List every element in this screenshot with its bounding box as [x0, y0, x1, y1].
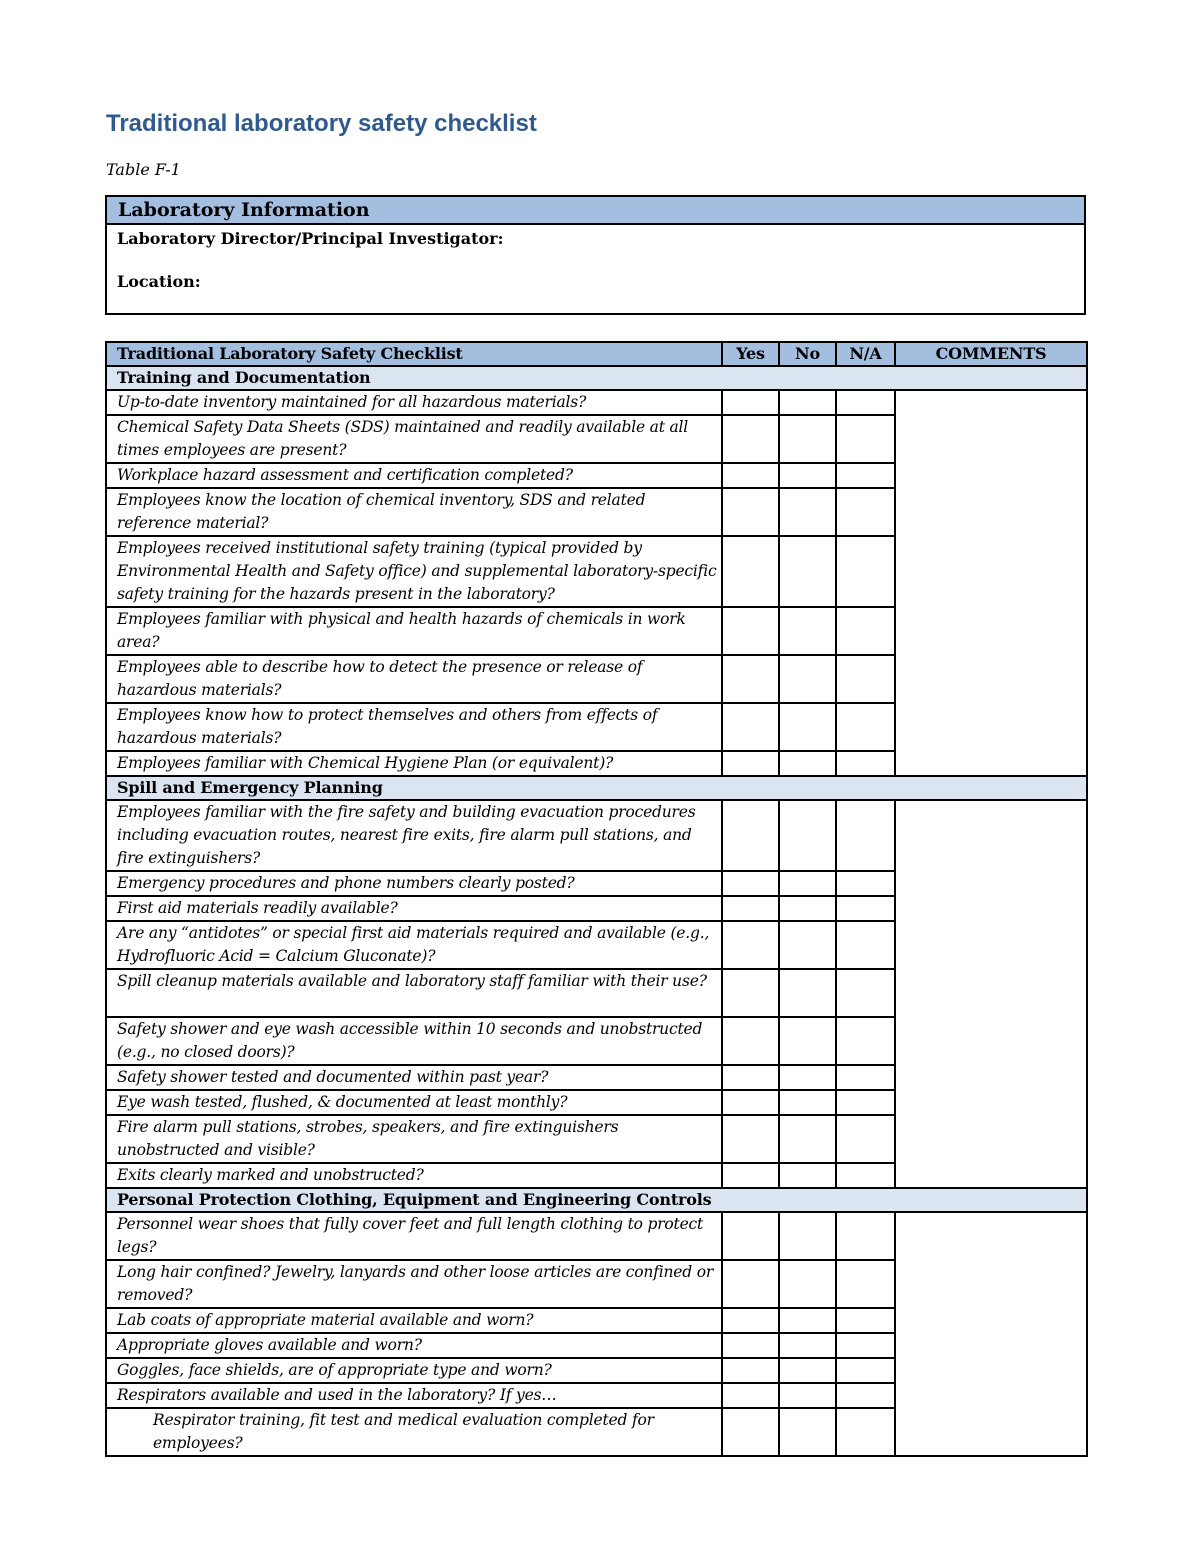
section-title: Training and Documentation	[106, 366, 1087, 390]
na-checkbox-cell[interactable]	[836, 1308, 895, 1333]
yes-checkbox-cell[interactable]	[722, 921, 779, 969]
checklist-row	[106, 800, 1087, 871]
checklist-question: Appropriate gloves available and worn?	[106, 1333, 722, 1358]
na-checkbox-cell[interactable]	[836, 1017, 895, 1065]
na-checkbox-cell[interactable]	[836, 921, 895, 969]
no-checkbox-cell[interactable]	[779, 1163, 836, 1188]
no-checkbox-cell[interactable]	[779, 1090, 836, 1115]
no-checkbox-cell[interactable]	[779, 1260, 836, 1308]
checklist-question: Fire alarm pull stations, strobes, speakers, and fire extinguishers unobstructed and visible?	[106, 1115, 722, 1163]
document-title: Traditional laboratory safety checklist	[106, 110, 537, 137]
yes-checkbox-cell[interactable]	[722, 1017, 779, 1065]
no-column-header: No	[779, 342, 836, 366]
director-label: Laboratory Director/Principal Investigator:	[117, 229, 504, 248]
checklist-question: Employees know the location of chemical inventory, SDS and related reference material?	[106, 488, 722, 536]
no-checkbox-cell[interactable]	[779, 921, 836, 969]
checklist-question: Lab coats of appropriate material available and worn?	[106, 1308, 722, 1333]
yes-checkbox-cell[interactable]	[722, 1090, 779, 1115]
checklist-question: Up-to-date inventory maintained for all hazardous materials?	[106, 390, 722, 415]
na-checkbox-cell[interactable]	[836, 607, 895, 655]
safety-checklist-table	[105, 341, 1088, 1457]
comments-cell[interactable]	[895, 800, 1087, 1188]
na-checkbox-cell[interactable]	[836, 1115, 895, 1163]
na-checkbox-cell[interactable]	[836, 800, 895, 871]
yes-checkbox-cell[interactable]	[722, 896, 779, 921]
checklist-question: Employees familiar with the fire safety and building evacuation procedures including evacuation routes, nearest fire exits, fire alarm pull stations, and fire extinguishers?	[106, 800, 722, 871]
checklist-row	[106, 1212, 1087, 1260]
yes-checkbox-cell[interactable]	[722, 415, 779, 463]
no-checkbox-cell[interactable]	[779, 1358, 836, 1383]
checklist-header-row	[106, 342, 1087, 366]
na-checkbox-cell[interactable]	[836, 969, 895, 1017]
section-row-ppe-engineering	[106, 1188, 1087, 1212]
yes-column-header: Yes	[722, 342, 779, 366]
lab-info-body	[106, 224, 1085, 314]
no-checkbox-cell[interactable]	[779, 1308, 836, 1333]
na-checkbox-cell[interactable]	[836, 1163, 895, 1188]
na-checkbox-cell[interactable]	[836, 1408, 895, 1456]
no-checkbox-cell[interactable]	[779, 800, 836, 871]
na-checkbox-cell[interactable]	[836, 1333, 895, 1358]
na-checkbox-cell[interactable]	[836, 703, 895, 751]
no-checkbox-cell[interactable]	[779, 390, 836, 415]
no-checkbox-cell[interactable]	[779, 1408, 836, 1456]
checklist-question: Chemical Safety Data Sheets (SDS) maintained and readily available at all times employees are present?	[106, 415, 722, 463]
yes-checkbox-cell[interactable]	[722, 969, 779, 1017]
yes-checkbox-cell[interactable]	[722, 1308, 779, 1333]
comments-cell[interactable]	[895, 1212, 1087, 1456]
no-checkbox-cell[interactable]	[779, 751, 836, 776]
checklist-question: Workplace hazard assessment and certification completed?	[106, 463, 722, 488]
na-checkbox-cell[interactable]	[836, 536, 895, 607]
na-checkbox-cell[interactable]	[836, 415, 895, 463]
yes-checkbox-cell[interactable]	[722, 1333, 779, 1358]
checklist-row	[106, 390, 1087, 415]
yes-checkbox-cell[interactable]	[722, 390, 779, 415]
checklist-question: Exits clearly marked and unobstructed?	[106, 1163, 722, 1188]
item-column-header: Traditional Laboratory Safety Checklist	[106, 342, 722, 366]
checklist-question: Employees know how to protect themselves and others from effects of hazardous materials?	[106, 703, 722, 751]
yes-checkbox-cell[interactable]	[722, 751, 779, 776]
section-row-spill-emergency	[106, 776, 1087, 800]
yes-checkbox-cell[interactable]	[722, 1383, 779, 1408]
checklist-question: Employees familiar with physical and health hazards of chemicals in work area?	[106, 607, 722, 655]
comments-cell[interactable]	[895, 390, 1087, 776]
yes-checkbox-cell[interactable]	[722, 463, 779, 488]
na-checkbox-cell[interactable]	[836, 1260, 895, 1308]
na-checkbox-cell[interactable]	[836, 1065, 895, 1090]
no-checkbox-cell[interactable]	[779, 488, 836, 536]
yes-checkbox-cell[interactable]	[722, 536, 779, 607]
section-title: Personal Protection Clothing, Equipment and Engineering Controls	[106, 1188, 1087, 1212]
na-checkbox-cell[interactable]	[836, 1383, 895, 1408]
yes-checkbox-cell[interactable]	[722, 800, 779, 871]
no-checkbox-cell[interactable]	[779, 1065, 836, 1090]
checklist-question: Long hair confined? Jewelry, lanyards and other loose articles are confined or removed?	[106, 1260, 722, 1308]
checklist-question: Respirators available and used in the laboratory? If yes…	[106, 1383, 722, 1408]
checklist-question: Safety shower and eye wash accessible within 10 seconds and unobstructed (e.g., no closed doors)?	[106, 1017, 722, 1065]
yes-checkbox-cell[interactable]	[722, 1163, 779, 1188]
yes-checkbox-cell[interactable]	[722, 703, 779, 751]
checklist-question: Are any “antidotes” or special first aid materials required and available (e.g., Hydrofluoric Acid = Calcium Gluconate)?	[106, 921, 722, 969]
checklist-question: Eye wash tested, flushed, & documented at least monthly?	[106, 1090, 722, 1115]
director-entry-space[interactable]	[117, 249, 1084, 270]
checklist-question: First aid materials readily available?	[106, 896, 722, 921]
na-checkbox-cell[interactable]	[836, 1212, 895, 1260]
checklist-question: Spill cleanup materials available and laboratory staff familiar with their use?	[106, 969, 722, 1017]
yes-checkbox-cell[interactable]	[722, 871, 779, 896]
comments-column-header: COMMENTS	[895, 342, 1087, 366]
yes-checkbox-cell[interactable]	[722, 607, 779, 655]
section-title: Spill and Emergency Planning	[106, 776, 1087, 800]
yes-checkbox-cell[interactable]	[722, 488, 779, 536]
checklist-question: Personnel wear shoes that fully cover feet and full length clothing to protect legs?	[106, 1212, 722, 1260]
yes-checkbox-cell[interactable]	[722, 655, 779, 703]
yes-checkbox-cell[interactable]	[722, 1212, 779, 1260]
yes-checkbox-cell[interactable]	[722, 1115, 779, 1163]
checklist-question: Respirator training, fit test and medical evaluation completed for employees?	[106, 1408, 722, 1456]
na-checkbox-cell[interactable]	[836, 488, 895, 536]
no-checkbox-cell[interactable]	[779, 463, 836, 488]
na-checkbox-cell[interactable]	[836, 1090, 895, 1115]
checklist-question: Safety shower tested and documented within past year?	[106, 1065, 722, 1090]
na-checkbox-cell[interactable]	[836, 871, 895, 896]
no-checkbox-cell[interactable]	[779, 703, 836, 751]
location-label: Location:	[117, 272, 201, 291]
no-checkbox-cell[interactable]	[779, 536, 836, 607]
no-checkbox-cell[interactable]	[779, 1212, 836, 1260]
no-checkbox-cell[interactable]	[779, 969, 836, 1017]
lab-info-table	[105, 195, 1086, 315]
no-checkbox-cell[interactable]	[779, 1383, 836, 1408]
yes-checkbox-cell[interactable]	[722, 1260, 779, 1308]
table-caption: Table F-1	[106, 160, 181, 179]
no-checkbox-cell[interactable]	[779, 655, 836, 703]
no-checkbox-cell[interactable]	[779, 1115, 836, 1163]
checklist-question: Employees received institutional safety training (typical provided by Environmental Health and Safety office) and supplemental laboratory-specific safety training for the hazards present in the laboratory?	[106, 536, 722, 607]
checklist-question: Employees familiar with Chemical Hygiene Plan (or equivalent)?	[106, 751, 722, 776]
checklist-question: Goggles, face shields, are of appropriate type and worn?	[106, 1358, 722, 1383]
na-checkbox-cell[interactable]	[836, 463, 895, 488]
yes-checkbox-cell[interactable]	[722, 1408, 779, 1456]
na-checkbox-cell[interactable]	[836, 751, 895, 776]
na-column-header: N/A	[836, 342, 895, 366]
yes-checkbox-cell[interactable]	[722, 1065, 779, 1090]
checklist-question: Emergency procedures and phone numbers clearly posted?	[106, 871, 722, 896]
no-checkbox-cell[interactable]	[779, 607, 836, 655]
no-checkbox-cell[interactable]	[779, 1333, 836, 1358]
na-checkbox-cell[interactable]	[836, 390, 895, 415]
no-checkbox-cell[interactable]	[779, 415, 836, 463]
yes-checkbox-cell[interactable]	[722, 1358, 779, 1383]
na-checkbox-cell[interactable]	[836, 655, 895, 703]
checklist-question: Employees able to describe how to detect the presence or release of hazardous materials?	[106, 655, 722, 703]
section-row-training-documentation	[106, 366, 1087, 390]
no-checkbox-cell[interactable]	[779, 871, 836, 896]
na-checkbox-cell[interactable]	[836, 896, 895, 921]
no-checkbox-cell[interactable]	[779, 1017, 836, 1065]
no-checkbox-cell[interactable]	[779, 896, 836, 921]
na-checkbox-cell[interactable]	[836, 1358, 895, 1383]
lab-info-header: Laboratory Information	[106, 196, 1085, 224]
